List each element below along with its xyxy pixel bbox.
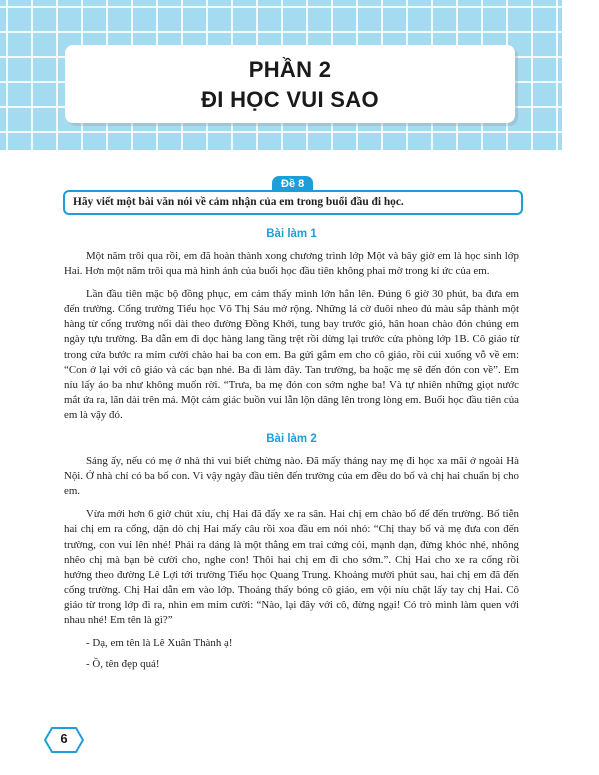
essay2-paragraph: Sáng ấy, nếu có mẹ ở nhà thì vui biết chừng nào. Đã mấy tháng nay mẹ đi học xa mãi ở ngoài Hà Nội. Ở nhà chỉ có ba bố con. Vì vậy ngày đầu tiên đến trường của em đều do bố và chị hai chuẩn bị cho em. [64,455,519,498]
essay2-heading: Bài làm 2 [266,433,317,446]
exercise-badge: Đề 8 [272,176,313,192]
part-subtitle: ĐI HỌC VUI SAO [201,87,379,112]
page-number-badge [44,727,84,753]
essay2-dialogue-line: - Dạ, em tên là Lê Xuân Thành ạ! [86,637,233,650]
header-banner [0,0,562,150]
page-number: 6 [60,731,68,746]
essay1-paragraph: Lần đầu tiên mặc bộ đồng phục, em cảm thấy mình lớn hẳn lên. Đúng 6 giờ 30 phút, ba đưa em đến trường. Cổng trường Tiểu học Võ Thị Sáu mở rộng. Những lá cờ đuôi nheo đủ màu sắp thành một hàng từ cổng trường nối dài theo đường Đồng Khởi, tung bay trước gió, hân hoan chào đón chúng em ngày tựu trường. Ba dẫn em đi dọc hàng lang tầng trệt rồi dừng lại trước cửa phòng lớp 1B. Cô giáo từ trong cửa bước ra mỉm cười chào hai ba con em. Ba gửi gắm em cho cô giáo, rồi cúi xuống vỗ về em: “Con ở lại với cô giáo và các bạn nhé. Ba đi làm đây. Tan trường, ba hoặc mẹ sẽ đến đón con về”. Em níu lấy áo ba như không muốn rời. “Trưa, ba mẹ đón con sớm nghe ba! Và tự nhiên những giọt nước mắt ứa ra, lăn dài trên má. Một cảm giác buồn vui lẫn lộn dâng lên trong lòng em. Buổi học đầu tiên của em là vậy đó. [64,288,519,421]
essay1-paragraph: Một năm trôi qua rồi, em đã hoàn thành xong chương trình lớp Một và bây giờ em là học sinh lớp Hai. Hơn một năm trôi qua mà hình ảnh của buổi học đầu tiên không phai mờ trong kí ức của em. [64,250,519,278]
part-title-box [65,45,515,123]
essay2-paragraph: Vừa mới hơn 6 giờ chút xíu, chị Hai đã đẩy xe ra sân. Hai chị em chào bố để đến trường. Bố tiễn hai chị em ra cổng, dặn dò chị Hai mấy câu rồi xoa đầu em nói nhỏ: “Chị thay bố và mẹ đưa con đến trường, con vui lên nhé! Phải ra dáng là một thằng em trai cứng cỏi, mạnh dạn, đừng khóc nhé, nhõng nhẽo chị mà bạn bè cười cho, nghe con! Thôi hai chị em đi cho sớm.”. Chị Hai cho xe ra cổng rồi hướng theo đường Lê Lợi tới trường Tiểu học Quang Trung. Khoảng mười phút sau, hai chị em đã đến cổng trường. Chị Hai dẫn em vào lớp. Thoáng thấy bóng cô giáo, em vội níu chặt lấy tay chị Hai. Cô giáo từ trong lớp đi ra, nhìn em mỉm cười: “Nào, lại đây với cô, đừng ngại! Có trò mình làm quen với nhau nhé! Em tên là gì?” [64,508,519,626]
essay2-dialogue-line: - Ồ, tên đẹp quá! [86,658,160,671]
exercise-prompt: Hãy viết một bài văn nói về cảm nhận của em trong buổi đầu đi học. [63,190,523,215]
essay-content [64,222,519,678]
part-title: PHẦN 2 [248,57,332,82]
essay1-heading: Bài làm 1 [266,228,317,240]
